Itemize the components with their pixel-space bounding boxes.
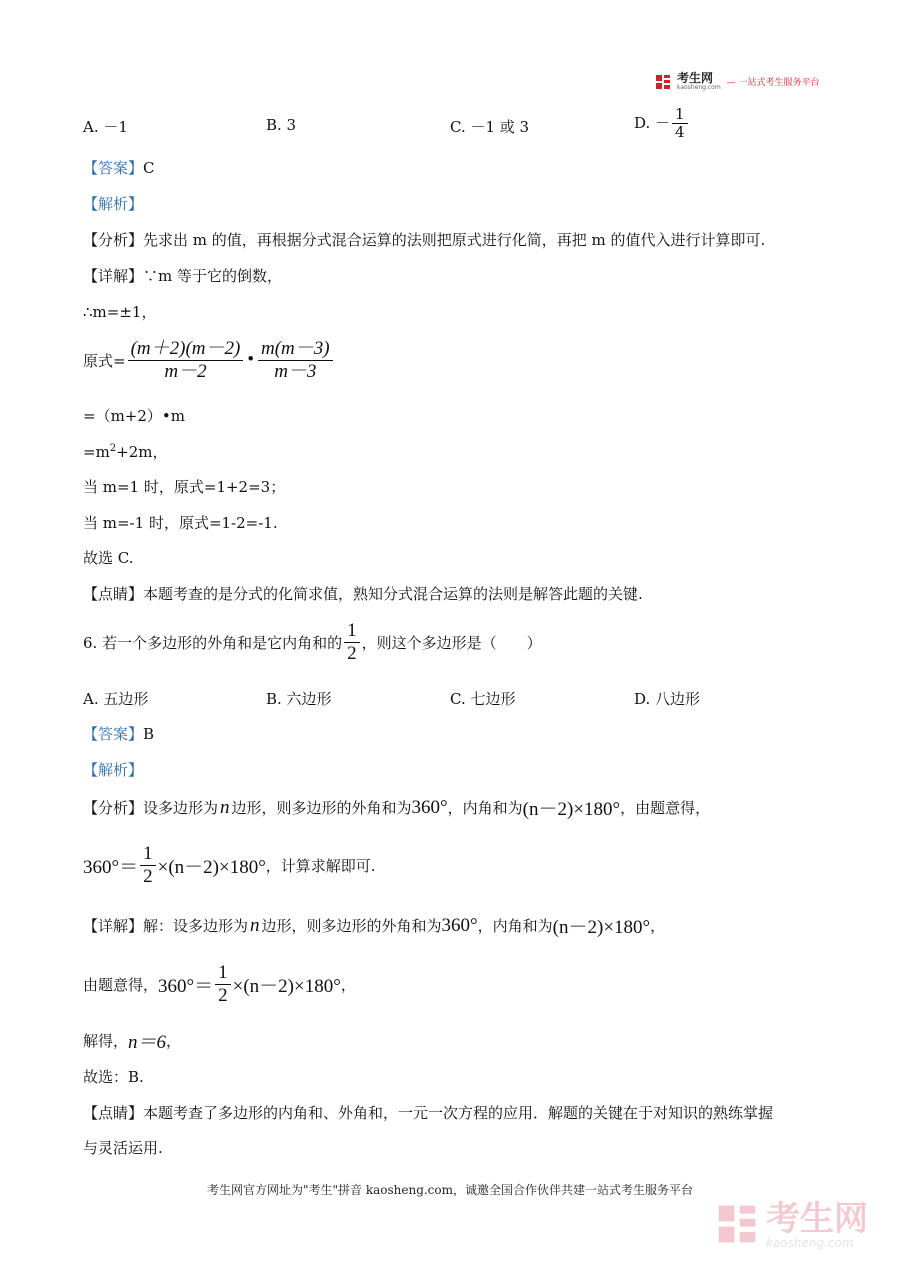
analysis-text-5: ，计算求解即可. <box>265 856 376 875</box>
q5-fraction-1 <box>128 338 244 383</box>
q6-answer <box>83 723 154 744</box>
q6-analysis <box>83 794 710 821</box>
analysis-tag: 【分析】 <box>83 231 144 249</box>
fraction-denominator: m－3 <box>274 360 317 382</box>
fraction-denominator: 2 <box>218 984 228 1006</box>
answer-value: B <box>143 725 155 743</box>
q5-step4 <box>83 441 168 462</box>
q5-option-b: B. 3 <box>266 116 297 134</box>
q5-answer <box>83 157 155 178</box>
q6-stem-b: ，则这个多边形是（ ） <box>361 633 542 652</box>
q5-analysis <box>83 229 765 250</box>
q6-comment <box>83 1102 773 1123</box>
analysis-text-4: ，由题意得， <box>620 799 711 817</box>
comment-tag: 【点睛】 <box>83 1104 144 1122</box>
header-logo <box>655 72 820 91</box>
analysis-text: 先求出 m 的值，再根据分式混合运算的法则把原式进行化简，再把 m 的值代入进行计算即可. <box>143 231 766 249</box>
fraction-denominator: 2 <box>143 865 153 887</box>
fraction-numerator: 1 <box>344 620 360 643</box>
equation-left: 360°＝ <box>83 856 139 878</box>
footer-text: 考生网官方网址为"考生"拼音 kaosheng.com，诚邀全国合作伙伴共建一站式考生服务平台 <box>206 1183 694 1197</box>
slogan-text: 一站式考生服务平台 <box>738 78 820 88</box>
answer-tag: 【答案】 <box>83 725 144 743</box>
q5-step5: 当 m=1 时，原式=1+2=3； <box>83 478 286 496</box>
detail-text-1: 解：设多边形为 <box>143 917 249 935</box>
fraction-numerator: (m＋2)(m－2) <box>128 338 244 361</box>
detail-text-3: ，内角和为 <box>477 917 553 935</box>
q5-comment <box>83 583 643 604</box>
jiede-text: 解得， <box>83 1032 129 1050</box>
fraction-numerator: m(m－3) <box>258 338 333 361</box>
comment-text-1: 本题考查了多边形的内角和、外角和，一元一次方程的应用．解题的关键在于对知识的熟练掌握 <box>143 1104 774 1122</box>
q5-option-a: A. －1 <box>83 118 128 136</box>
q5-step6: 当 m=-1 时，原式=1-2=-1. <box>83 514 278 532</box>
equation-right: ×(n－2)×180° <box>232 975 341 997</box>
q6-option-a: A. 五边形 <box>83 690 149 708</box>
fraction-denominator: 4 <box>675 123 685 142</box>
q6-stem-fraction <box>344 620 360 665</box>
fraction-numerator: 1 <box>140 843 156 866</box>
watermark-logo-icon <box>716 1203 758 1249</box>
equation-right: ×(n－2)×180° <box>157 856 266 878</box>
analysis-text-1: 设多边形为 <box>143 799 219 817</box>
q6-choice: 故选：B. <box>83 1068 144 1086</box>
interior-sum: (n－2)×180° <box>552 917 651 938</box>
jiede-end: ， <box>166 1032 182 1050</box>
step4-sup: 2 <box>109 443 117 454</box>
half-fraction <box>140 843 156 888</box>
q6-detail <box>83 912 665 939</box>
q5-step7: 故选 C. <box>83 549 134 567</box>
q5-step2 <box>83 338 335 383</box>
analysis-text-2: 边形，则多边形的外角和为 <box>231 799 412 817</box>
detail-text: ∵m 等于它的倒数， <box>143 267 283 285</box>
answer-tag: 【答案】 <box>83 159 144 177</box>
exterior-sum: 360° <box>441 914 478 936</box>
fraction-numerator: 1 <box>215 962 231 985</box>
q6-detail-equation <box>83 962 356 1007</box>
youti-text: 由题意得， <box>83 975 159 994</box>
q5-option-d-prefix: D. － <box>634 113 671 132</box>
q5-jiexi-tag: 【解析】 <box>83 195 144 213</box>
watermark-domain: kaosheng.com <box>766 1236 854 1250</box>
q6-option-d: D. 八边形 <box>634 690 701 708</box>
logo-slogan: — 一站式考生服务平台 <box>726 78 820 88</box>
youti-end: ， <box>340 975 356 994</box>
q5-step1: ∴m=±1， <box>83 303 157 321</box>
detail-text-2: 边形，则多边形的外角和为 <box>261 917 442 935</box>
q6-option-b: B. 六边形 <box>266 690 332 708</box>
q6-solution <box>83 1027 181 1054</box>
q6-jiexi-tag: 【解析】 <box>83 761 144 779</box>
q6-analysis-equation <box>83 843 376 888</box>
var-n: n <box>250 914 260 936</box>
exterior-sum: 360° <box>411 796 448 818</box>
answer-value: C <box>143 159 155 177</box>
step4-a: =m <box>83 443 110 461</box>
q5-fraction-2 <box>258 338 333 383</box>
q5-step3: =（m+2）•m <box>83 407 185 425</box>
interior-sum: (n－2)×180° <box>522 799 621 820</box>
multiply-dot: • <box>247 349 254 371</box>
detail-tag: 【详解】 <box>83 267 144 285</box>
watermark-name: 考生网 <box>766 1199 868 1239</box>
q6-option-c: C. 七边形 <box>450 690 516 708</box>
q5-option-c: C. －1 或 3 <box>450 118 530 136</box>
q6-stem <box>83 620 542 665</box>
q5-option-d <box>634 106 690 142</box>
analysis-tag: 【分析】 <box>83 799 144 817</box>
half-fraction <box>215 962 231 1007</box>
q6-comment-line2: 与灵活运用. <box>83 1139 163 1157</box>
comment-text: 本题考查的是分式的化简求值，熟知分式混合运算的法则是解答此题的关键. <box>143 585 643 603</box>
q5-detail <box>83 265 282 286</box>
var-n: n <box>220 796 230 818</box>
fraction-denominator: m－2 <box>164 360 207 382</box>
detail-tag: 【详解】 <box>83 917 144 935</box>
step2-label: 原式= <box>83 351 126 370</box>
q6-stem-a: 6. 若一个多边形的外角和是它内角和的 <box>83 633 343 652</box>
kaosheng-logo-icon <box>655 74 671 90</box>
watermark <box>716 1199 868 1250</box>
step4-b: +2m， <box>116 443 168 461</box>
fraction-numerator: 1 <box>672 106 688 124</box>
logo-domain: kaosheng.com <box>677 84 721 91</box>
detail-text-4: ， <box>650 917 666 935</box>
equation-left: 360°＝ <box>158 975 214 997</box>
n-equals: n＝6 <box>128 1032 167 1053</box>
q5-option-d-fraction <box>672 106 688 142</box>
analysis-text-3: ，内角和为 <box>447 799 523 817</box>
logo-name: 考生网 <box>677 71 714 85</box>
fraction-denominator: 2 <box>347 642 357 664</box>
comment-tag: 【点睛】 <box>83 585 144 603</box>
